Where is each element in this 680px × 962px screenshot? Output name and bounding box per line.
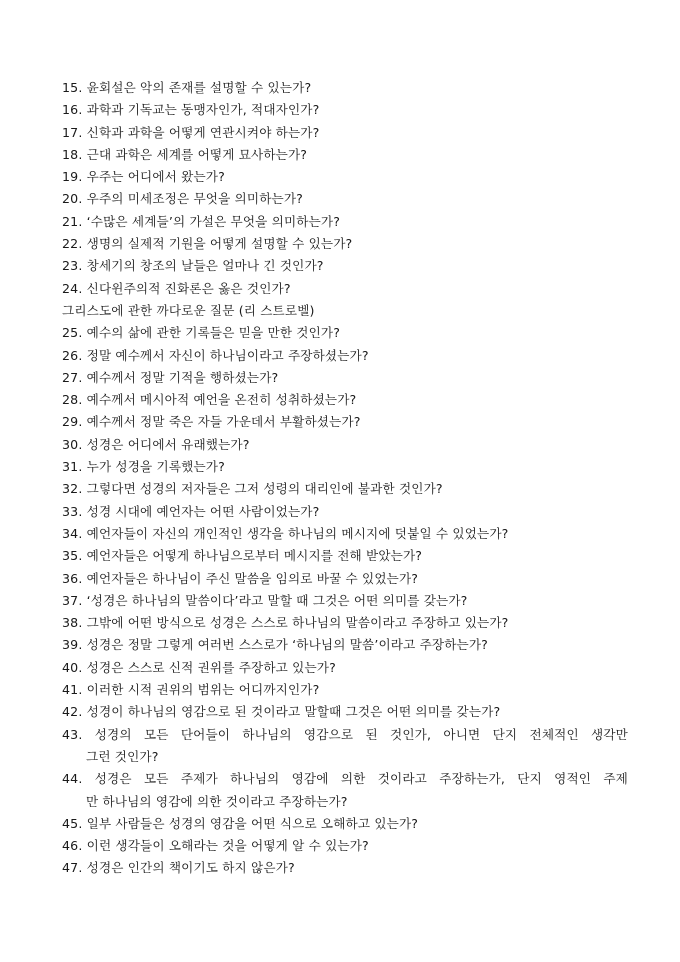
question-line: 29. 예수께서 정말 죽은 자들 가운데서 부활하셨는가? [62, 414, 361, 430]
question-line: 46. 이런 생각들이 오해라는 것을 어떻게 알 수 있는가? [62, 838, 369, 854]
question-line: 19. 우주는 어디에서 왔는가? [62, 169, 225, 185]
question-line: 20. 우주의 미세조정은 무엇을 의미하는가? [62, 191, 303, 207]
question-line: 15. 윤회설은 악의 존재를 설명할 수 있는가? [62, 80, 312, 95]
question-line: 43. 성경의 모든 단어들이 하나님의 영감으로 된 것인가, 아니면 단지 전체적인 생각만 [62, 726, 628, 742]
question-line: 42. 성경이 하나님의 영감으로 된 것이라고 말할때 그것은 어떤 의미를 갖는가? [62, 704, 501, 720]
question-line: 45. 일부 사람들은 성경의 영감을 어떤 식으로 오해하고 있는가? [62, 815, 419, 831]
question-line-continuation: 만 하나님의 영감에 의한 것이라고 주장하는가? [86, 793, 348, 809]
question-line: 17. 신학과 과학을 어떻게 연관시켜야 하는가? [62, 124, 320, 140]
question-line: 36. 예언자들은 하나님이 주신 말씀을 임의로 바꿀 수 있었는가? [62, 570, 419, 586]
question-line: 22. 생명의 실제적 기원을 어떻게 설명할 수 있는가? [62, 236, 353, 252]
question-line: 37. ‘성경은 하나님의 말씀이다’라고 말할 때 그것은 어떤 의미를 갖는가? [62, 592, 468, 608]
question-list [62, 77, 628, 880]
question-line: 39. 성경은 정말 그렇게 여러번 스스로가 ‘하나님의 말씀’이라고 주장하는가? [62, 637, 488, 653]
question-line: 23. 창세기의 창조의 날들은 얼마나 긴 것인가? [62, 258, 324, 274]
question-line: 34. 예언자들이 자신의 개인적인 생각을 하나님의 메시지에 덧붙일 수 있었는가? [62, 525, 509, 541]
question-line: 35. 예언자들은 어떻게 하나님으로부터 메시지를 전해 받았는가? [62, 548, 423, 564]
question-line: 그리스도에 관한 까다로운 질문 (리 스트로벨) [62, 302, 315, 318]
question-line: 33. 성경 시대에 예언자는 어떤 사람이었는가? [62, 503, 320, 519]
question-line: 38. 그밖에 어떤 방식으로 성경은 스스로 하나님의 말씀이라고 주장하고 있는가? [62, 615, 509, 631]
question-line: 31. 누가 성경을 기록했는가? [62, 459, 225, 475]
question-line: 32. 그렇다면 성경의 저자들은 그저 성령의 대리인에 불과한 것인가? [62, 481, 443, 497]
question-line: 24. 신다윈주의적 진화론은 옳은 것인가? [62, 280, 291, 296]
question-line: 16. 과학과 기독교는 동맹자인가, 적대자인가? [62, 102, 320, 118]
question-line: 27. 예수께서 정말 기적을 행하셨는가? [62, 369, 279, 385]
question-line: 44. 성경은 모든 주제가 하나님의 영감에 의한 것이라고 주장하는가, 단지 영적인 주제 [62, 771, 628, 787]
question-line: 21. ‘수많은 세계들’의 가설은 무엇을 의미하는가? [62, 213, 341, 229]
question-line: 41. 이러한 시적 권위의 범위는 어디까지인가? [62, 682, 320, 698]
question-line: 28. 예수께서 메시아적 예언을 온전히 성취하셨는가? [62, 392, 357, 408]
question-line: 25. 예수의 삶에 관한 기록들은 믿을 만한 것인가? [62, 325, 341, 341]
question-line: 26. 정말 예수께서 자신이 하나님이라고 주장하셨는가? [62, 347, 369, 363]
question-line-continuation: 그런 것인가? [86, 748, 159, 764]
question-line: 47. 성경은 인간의 책이기도 하지 않은가? [62, 860, 295, 876]
question-line: 30. 성경은 어디에서 유래했는가? [62, 436, 250, 452]
question-line: 18. 근대 과학은 세계를 어떻게 묘사하는가? [62, 146, 308, 162]
question-line: 40. 성경은 스스로 신적 권위를 주장하고 있는가? [62, 659, 336, 675]
